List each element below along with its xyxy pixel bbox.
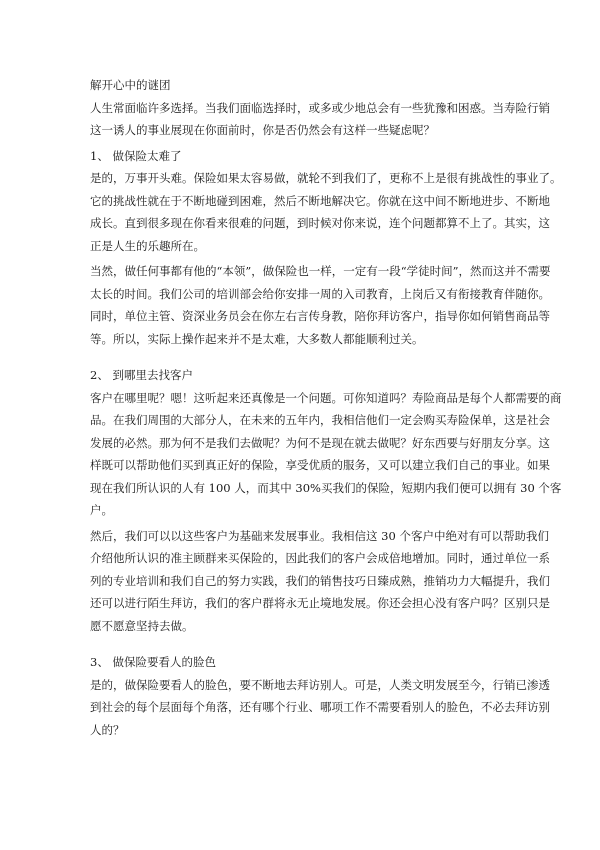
text-line: 这一诱人的事业展现在你面前时，你是否仍然会有这样一些疑虑呢？ xyxy=(90,123,435,137)
text-line: 品。在我们周围的大部分人，在未来的五年内，我相信他们一定会购买寿险保单，这是社会 xyxy=(90,413,550,427)
text-line: 愿不愿意坚持去做。 xyxy=(90,618,194,633)
intro-paragraph xyxy=(90,97,550,142)
section-3-paragraph-1 xyxy=(90,674,550,742)
section-2-heading: 2、 到哪里去找客户 xyxy=(90,368,193,382)
text-line: 等。所以，实际上操作起来并不是太难，大多数人都能顺利过关。 xyxy=(90,331,424,346)
section-1-heading: 1、 做保险太难了 xyxy=(90,148,182,163)
text-line: 介绍他所认识的准主顾群来买保险的，因此我们的客户会成倍地增加。同时，通过单位一系 xyxy=(90,551,550,565)
section-2-paragraph-1 xyxy=(90,387,562,522)
text-line: 人生常面临许多选择。当我们面临选择时，或多或少地总会有一些犹豫和困惑。当寿险行销 xyxy=(90,100,550,115)
text-line: 客户在哪里呢？嗯！这听起来还真像是一个问题。可你知道吗？寿险商品是每个人都需要的商 xyxy=(90,390,562,405)
text-line: 还可以进行陌生拜访，我们的客户群将永无止境地发展。你还会担心没有客户吗？区别只是 xyxy=(90,596,550,610)
text-line: 然后，我们可以以这些客户为基础来发展事业。我相信这 30 个客户中绝对有可以帮助我们 xyxy=(90,528,549,543)
text-line: 是的，做保险要看人的脸色，要不断地去拜访别人。可是，人类文明发展至今，行销已渗透 xyxy=(90,677,550,692)
document-page xyxy=(90,74,562,741)
text-line: 户。 xyxy=(90,503,113,517)
text-line: 它的挑战性就在于不断地碰到困难，然后不断地解决它。你就在这中间不断地进步、不断地 xyxy=(90,193,550,208)
section-1-paragraph-2 xyxy=(90,260,551,350)
text-line: 到社会的每个层面每个角落，还有哪个行业、哪项工作不需要看别人的脸色，不必去拜访别 xyxy=(90,700,550,714)
text-line: 样既可以帮助他们买到真正好的保险，享受优质的服务，又可以建立我们自己的事业。如果 xyxy=(90,458,550,472)
section-1-paragraph-1 xyxy=(90,167,562,257)
text-line: 正是人生的乐趣所在。 xyxy=(90,238,205,253)
text-line: 当然，做任何事都有他的“本领”，做保险也一样，一定有一段“学徒时间”，然而这并不需要 xyxy=(90,264,551,278)
text-line: 发展的必然。那为何不是我们去做呢？为何不是现在就去做呢？好东西要与好朋友分享。这 xyxy=(90,435,550,450)
text-line: 太长的时间。我们公司的培训部会给你安排一周的入司教育，上岗后又有衔接教育伴随你。 xyxy=(90,286,550,301)
section-2-paragraph-2 xyxy=(90,525,550,638)
text-line: 成长。直到很多现在你看来很难的问题，到时候对你来说，连个问题都算不上了。其实，这 xyxy=(90,216,550,230)
text-line: 现在我们所认识的人有 100 人，而其中 30%买我们的保险，短期内我们便可以拥有 30 个客 xyxy=(90,480,562,495)
text-line: 列的专业培训和我们自己的努力实践，我们的销售技巧日臻成熟，推销功力大幅提升，我们 xyxy=(90,573,550,588)
document-title: 解开心中的谜团 xyxy=(90,78,171,92)
section-3-heading: 3、 做保险要看人的脸色 xyxy=(90,655,216,669)
text-line: 人的？ xyxy=(90,722,125,737)
text-line: 是的，万事开头难。保险如果太容易做，就轮不到我们了，更称不上是很有挑战性的事业了。 xyxy=(90,171,562,185)
text-line: 同时，单位主管、资深业务员会在你左右言传身教，陪你拜访客户，指导你如何销售商品等 xyxy=(90,309,550,323)
